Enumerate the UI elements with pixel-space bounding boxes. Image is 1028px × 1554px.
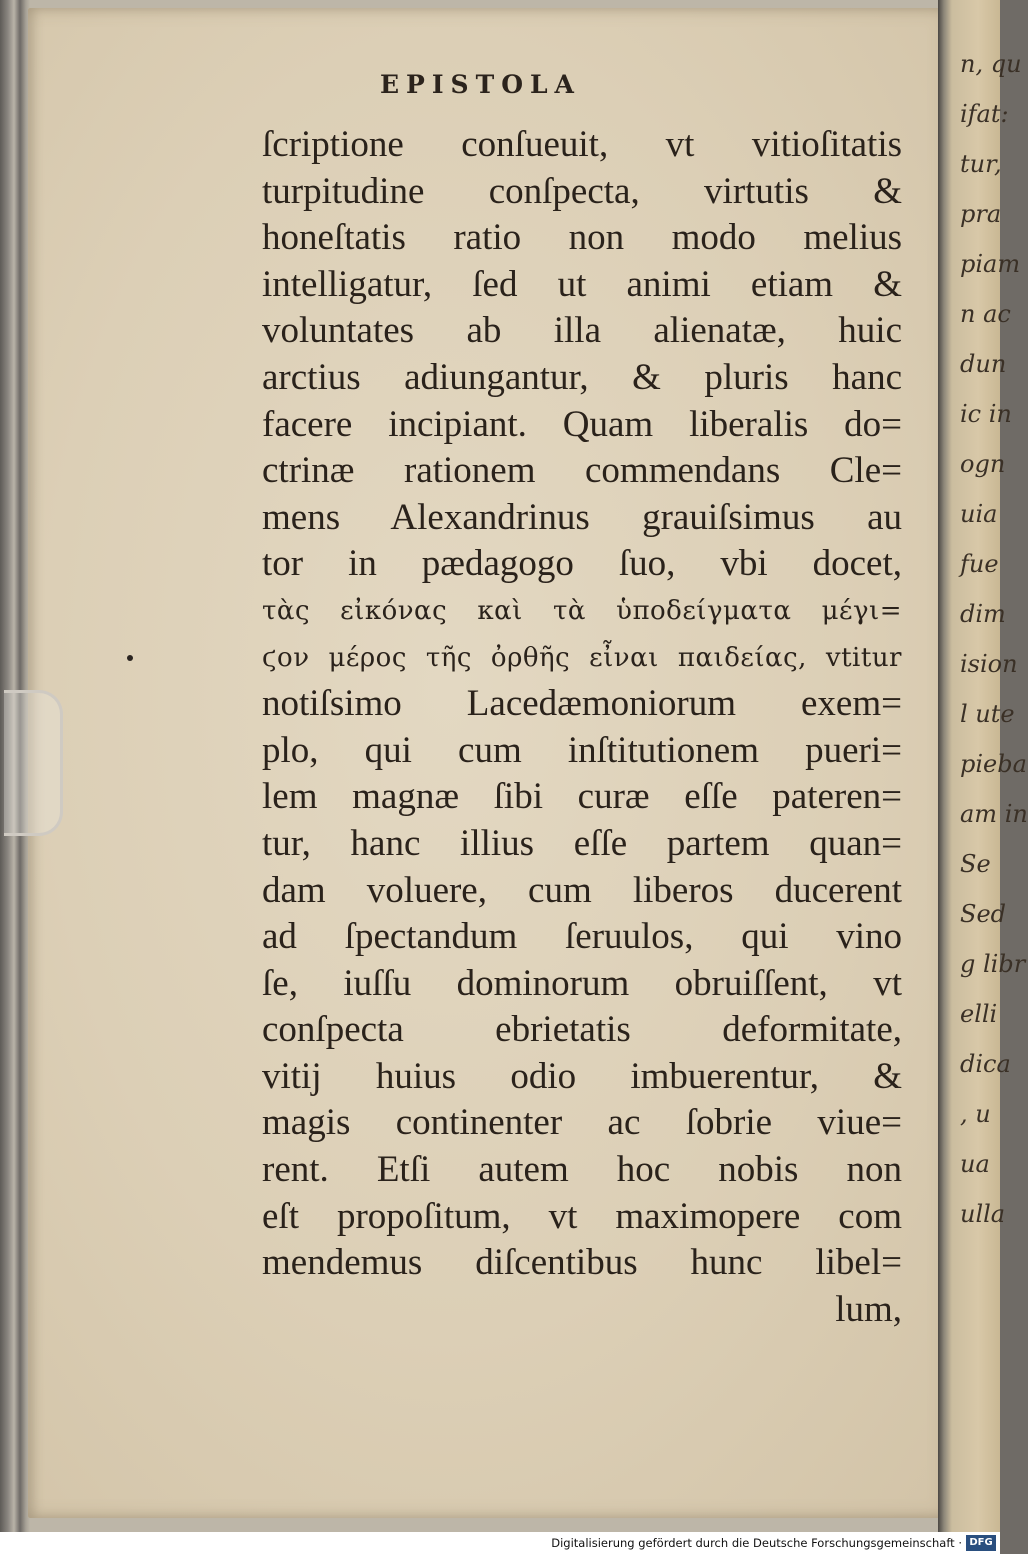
text-line: turpitudine conſpecta, virtutis &	[262, 170, 902, 212]
ink-dot	[127, 655, 133, 661]
facing-page-fragment: , u	[960, 1100, 991, 1128]
text-line: τὰς εἰκόνας καὶ τὰ ὑποδείγματα μέγι=	[262, 595, 902, 626]
facing-page-fragment: dica	[960, 1050, 1011, 1078]
text-line: tur, hanc illius eſſe partem quan=	[262, 822, 902, 864]
facing-page-fragment: elli	[960, 1000, 998, 1028]
facing-page-fragment: l ute	[960, 700, 1015, 728]
text-line: lem magnæ ſibi curæ eſſe pateren=	[262, 776, 902, 818]
facing-page-fragment: ogn	[960, 450, 1006, 478]
text-line: ad ſpectandum ſeruulos, qui vino	[262, 916, 902, 958]
text-line: ctrinæ rationem commendans Cle=	[262, 450, 902, 492]
facing-page-fragment: n ac	[960, 300, 1011, 328]
facing-page-fragment: ifat:	[960, 100, 1009, 128]
facing-page-fragment: Sed	[960, 900, 1007, 928]
text-line: arctius adiungantur, & pluris hanc	[262, 356, 902, 398]
facing-page-edge	[938, 0, 1028, 1554]
facing-page-fragment: uia	[960, 500, 998, 528]
text-line: facere incipiant. Quam liberalis do=	[262, 403, 902, 445]
facing-page-fragment: Se	[960, 850, 991, 878]
text-line: intelligatur, ſed ut animi etiam &	[262, 263, 902, 305]
text-line: eſt propoſitum, vt maximopere com	[262, 1195, 902, 1237]
text-line: rent. Etſi autem hoc nobis non	[262, 1149, 902, 1191]
dfg-logo: DFG	[966, 1535, 996, 1551]
facing-page-fragment: g libr	[960, 950, 1026, 978]
text-line: voluntates ab illa alienatæ, huic	[262, 310, 902, 352]
facing-page-fragment: ision	[960, 650, 1018, 678]
footer-bar	[0, 1532, 1000, 1554]
facing-page-fragment: am in	[960, 800, 1028, 828]
text-line: ϛον μέρος τῆς ὀρθῆς εἶναι παιδείας, vtitur	[262, 642, 902, 673]
facing-page-fragment: fue	[960, 550, 999, 578]
text-line: honeſtatis ratio non modo melius	[262, 217, 902, 259]
facing-page-fragment: ic in	[960, 400, 1012, 428]
footer-credit: Digitalisierung gefördert durch die Deutsche Forschungsgemeinschaft ·	[551, 1536, 962, 1550]
text-line: lum,	[835, 1288, 902, 1330]
body-text	[262, 122, 902, 1333]
page-clip	[4, 690, 63, 836]
facing-page-fragment: tur,	[960, 150, 1002, 178]
facing-page-fragment: pieba	[960, 750, 1027, 778]
text-line: tor in pædagogo ſuo, vbi docet,	[262, 543, 902, 585]
text-line: mendemus diſcentibus hunc libel=	[262, 1242, 902, 1284]
text-line: vitij huius odio imbuerentur, &	[262, 1055, 902, 1097]
text-line: conſpecta ebrietatis deformitate,	[262, 1009, 902, 1051]
facing-page-fragment: ulla	[960, 1200, 1006, 1228]
text-line: dam voluere, cum liberos ducerent	[262, 869, 902, 911]
text-line: ſe, iuſſu dominorum obruiſſent, vt	[262, 962, 902, 1004]
text-line: magis continenter ac ſobrie viue=	[262, 1102, 902, 1144]
facing-page-fragment: dim	[960, 600, 1006, 628]
facing-page-fragment: pra	[960, 200, 1002, 228]
text-line: notiſsimo Lacedæmoniorum exem=	[262, 683, 902, 725]
running-header: EPISTOLA	[380, 70, 581, 99]
facing-page-fragment: dun	[960, 350, 1007, 378]
facing-page-fragment: piam	[960, 250, 1021, 278]
facing-page-fragment: ua	[960, 1150, 990, 1178]
text-line: mens Alexandrinus grauiſsimus au	[262, 496, 902, 538]
text-line: ſcriptione conſueuit, vt vitioſitatis	[262, 124, 902, 165]
text-line: plo, qui cum inſtitutionem pueri=	[262, 729, 902, 771]
facing-page-fragment: n, qu	[960, 50, 1022, 78]
